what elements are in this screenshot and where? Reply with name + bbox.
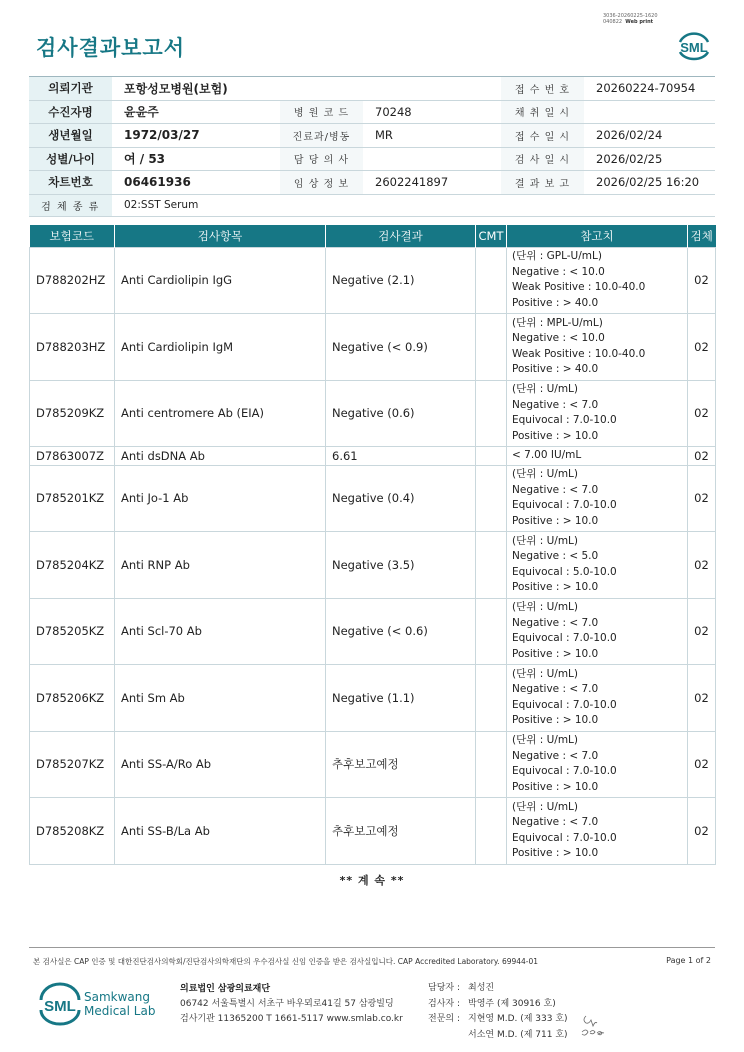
header-item: 검사항목 [115,225,326,247]
brand-line1: Samkwang [84,990,150,1004]
header-specimen: 검체 [688,225,716,247]
cell-item: Anti centromere Ab (EIA) [115,380,326,447]
label-collection-date: 채 취 일 시 [501,101,584,124]
cell-specimen: 02 [688,314,716,381]
sml-logo-icon [675,28,713,64]
reference-line: (단위 : U/mL) [512,468,578,481]
reference-line: Equivocal : 7.0-10.0 [512,632,617,645]
cell-code: D7863007Z [30,447,115,466]
staff-role [428,1028,468,1044]
reference-line: (단위 : GPL-U/mL) [512,250,602,263]
reference-line: Negative : < 10.0 [512,265,605,278]
reference-line: Negative : < 7.0 [512,749,599,762]
page-number: Page 1 of 2 [666,956,711,965]
reference-line: Positive : > 40.0 [512,363,599,376]
label-clinical-info: 임 상 정 보 [280,171,363,194]
info-row [29,195,715,217]
cell-reference [507,665,688,732]
value-report-date: 2026/02/25 16:20 [596,175,700,190]
cell-cmt [476,731,507,798]
cell-specimen: 02 [688,247,716,314]
value-chart-no: 06461936 [124,175,191,190]
reference-line: Weak Positive : 10.0-40.0 [512,347,646,360]
table-row [30,598,716,665]
reference-line: Positive : > 10.0 [512,647,599,660]
continued-marker: ** 계 속 ** [339,874,405,887]
cell-item: Anti Jo-1 Ab [115,465,326,532]
cell-cmt [476,447,507,466]
reference-line: Positive : > 10.0 [512,514,599,527]
label-test-date: 검 사 일 시 [501,148,584,171]
header-reference: 참고치 [507,225,688,247]
label-specimen-type: 검 체 종 류 [29,195,112,216]
cell-code: D785209KZ [30,380,115,447]
reference-line: (단위 : U/mL) [512,800,578,813]
cell-reference [507,380,688,447]
brand-name [84,990,155,1018]
print-code-line2: 040822 [603,19,623,25]
table-row [30,380,716,447]
svg-text:SML: SML [680,40,708,55]
reference-line: (단위 : U/mL) [512,601,578,614]
value-hospital-code: 70248 [375,104,412,119]
cell-result: Negative (0.4) [326,465,476,532]
cell-item: Anti dsDNA Ab [115,447,326,466]
cell-code: D785201KZ [30,465,115,532]
cell-cmt [476,380,507,447]
cell-result: Negative (< 0.9) [326,314,476,381]
value-collection-date [584,101,715,124]
cell-reference [507,465,688,532]
info-row [29,77,715,101]
cell-specimen: 02 [688,380,716,447]
cell-code: D785206KZ [30,665,115,732]
cell-result: 추후보고예정 [326,798,476,865]
patient-info [29,76,715,217]
staff-name: 최성진 [468,983,495,993]
table-row [30,665,716,732]
cell-code: D785205KZ [30,598,115,665]
cell-reference [507,447,688,466]
reference-line: < 7.00 IU/mL [512,449,582,461]
staff-role: 담당자 : [428,983,460,993]
table-row [30,447,716,466]
staff-name: 지현영 M.D. (제 333 호) [468,1014,568,1024]
svg-text:SML: SML [44,998,76,1015]
label-hospital-code: 병 원 코 드 [280,101,363,124]
cell-result: Negative (< 0.6) [326,598,476,665]
reference-line: Equivocal : 7.0-10.0 [512,831,617,844]
cell-cmt [476,247,507,314]
signature-icon [578,1010,610,1040]
table-row [30,532,716,599]
footer-divider [29,947,715,948]
staff-name: 박영주 (제 30916 호) [468,998,556,1009]
label-department: 진료과/병동 [280,124,363,147]
reference-line: Equivocal : 5.0-10.0 [512,565,617,578]
cell-cmt [476,532,507,599]
cell-cmt [476,798,507,865]
reference-line: (단위 : U/mL) [512,383,578,396]
staff-role: 전문의 : [428,1014,460,1024]
staff-name: 서소연 M.D. (제 711 호) [468,1029,568,1040]
cell-reference [507,314,688,381]
cell-specimen: 02 [688,465,716,532]
reference-line: Equivocal : 7.0-10.0 [512,414,617,427]
label-patient-name: 수진자명 [29,101,112,124]
cell-cmt [476,465,507,532]
reference-line: Positive : > 10.0 [512,429,599,442]
value-birth-date: 1972/03/27 [124,128,200,143]
staff-list [428,981,568,1043]
reference-line: (단위 : MPL-U/mL) [512,316,603,329]
info-row [29,101,715,125]
cell-result: 추후보고예정 [326,731,476,798]
brand-line2: Medical Lab [84,1004,156,1018]
label-receipt-date: 접 수 일 시 [501,124,584,147]
cell-item: Anti SS-A/Ro Ab [115,731,326,798]
reference-line: (단위 : U/mL) [512,667,578,680]
info-row [29,171,715,195]
value-receipt-no: 20260224-70954 [596,81,696,96]
reference-line: (단위 : U/mL) [512,734,578,747]
cell-cmt [476,314,507,381]
reference-line: Negative : < 5.0 [512,550,599,563]
cell-cmt [476,598,507,665]
cell-item: Anti Scl-70 Ab [115,598,326,665]
reference-line: Positive : > 10.0 [512,847,599,860]
header-cmt: CMT [476,225,507,247]
reference-line: Equivocal : 7.0-10.0 [512,499,617,512]
reference-line: Negative : < 10.0 [512,332,605,345]
web-print-label: Web print [625,19,654,25]
cell-result: Negative (2.1) [326,247,476,314]
label-chart-no: 차트번호 [29,171,112,194]
cell-specimen: 02 [688,447,716,466]
value-doctor [363,148,501,171]
cell-reference [507,598,688,665]
reference-line: Equivocal : 7.0-10.0 [512,765,617,778]
cell-cmt [476,665,507,732]
cell-item: Anti Cardiolipin IgG [115,247,326,314]
cell-code: D785207KZ [30,731,115,798]
cell-code: D785208KZ [30,798,115,865]
value-sex-age: 여 / 53 [124,152,166,167]
value-department: MR [375,128,393,143]
cell-specimen: 02 [688,598,716,665]
reference-line: Positive : > 10.0 [512,780,599,793]
table-header-row [30,225,716,247]
label-receipt-no: 접 수 번 호 [501,77,584,100]
cell-reference [507,247,688,314]
label-birth-date: 생년월일 [29,124,112,147]
reference-line: Positive : > 40.0 [512,296,599,309]
reference-line: Weak Positive : 10.0-40.0 [512,281,646,294]
cell-code: D785204KZ [30,532,115,599]
cell-result: Negative (0.6) [326,380,476,447]
reference-line: Equivocal : 7.0-10.0 [512,698,617,711]
reference-line: Negative : < 7.0 [512,683,599,696]
cell-specimen: 02 [688,798,716,865]
value-test-date: 2026/02/25 [596,151,663,166]
cell-item: Anti Sm Ab [115,665,326,732]
print-code-line1: 3036-20260225-1620 [603,13,658,19]
label-requesting-org: 의뢰기관 [29,77,112,100]
info-row [29,124,715,148]
value-patient-name: 윤윤주 [124,105,159,120]
accreditation-note: 본 검사실은 CAP 인증 및 대한진단검사의학회/진단검사의학재단의 우수검사실 신임 인증을 받은 검사실입니다. CAP Accredited Laboratory. 69944-01 [33,957,539,966]
header-result: 검사결과 [326,225,476,247]
value-requesting-org: 포항성모병원(보험) [124,81,228,96]
table-row [30,314,716,381]
cell-item: Anti RNP Ab [115,532,326,599]
print-code [603,13,658,25]
reference-line: Negative : < 7.0 [512,483,599,496]
table-row [30,465,716,532]
cell-result: 6.61 [326,447,476,466]
table-row [30,798,716,865]
cell-specimen: 02 [688,665,716,732]
reference-line: Negative : < 7.0 [512,616,599,629]
label-report-date: 결 과 보 고 [501,171,584,194]
info-row [29,148,715,172]
cell-code: D788203HZ [30,314,115,381]
table-row [30,731,716,798]
organization-info [180,982,403,1027]
page-title: 검사결과보고서 [36,36,186,60]
org-address: 06742 서울특별시 서초구 바우뫼로41길 57 삼광빌딩 [180,999,394,1009]
staff-role: 검사자 : [428,998,460,1009]
cell-item: Anti Cardiolipin IgM [115,314,326,381]
cell-result: Negative (1.1) [326,665,476,732]
value-specimen-type: 02:SST Serum [124,199,199,211]
cell-item: Anti SS-B/La Ab [115,798,326,865]
label-sex-age: 성별/나이 [29,148,112,171]
reference-line: Negative : < 7.0 [512,398,599,411]
reference-line: Negative : < 7.0 [512,816,599,829]
value-clinical-info: 2602241897 [375,175,449,190]
results-table [29,225,716,865]
sml-footer-logo-icon [37,982,83,1026]
cell-specimen: 02 [688,532,716,599]
value-receipt-date: 2026/02/24 [596,128,663,143]
cell-reference [507,532,688,599]
org-name: 의료법인 삼광의료재단 [180,984,271,994]
org-contact: 검사기관 11365200 T 1661-5117 www.smlab.co.kr [180,1014,403,1024]
cell-result: Negative (3.5) [326,532,476,599]
cell-reference [507,731,688,798]
reference-line: (단위 : U/mL) [512,534,578,547]
cell-code: D788202HZ [30,247,115,314]
label-doctor: 담 당 의 사 [280,148,363,171]
reference-line: Positive : > 10.0 [512,714,599,727]
table-row [30,247,716,314]
cell-reference [507,798,688,865]
cell-specimen: 02 [688,731,716,798]
reference-line: Positive : > 10.0 [512,581,599,594]
header-code: 보험코드 [30,225,115,247]
